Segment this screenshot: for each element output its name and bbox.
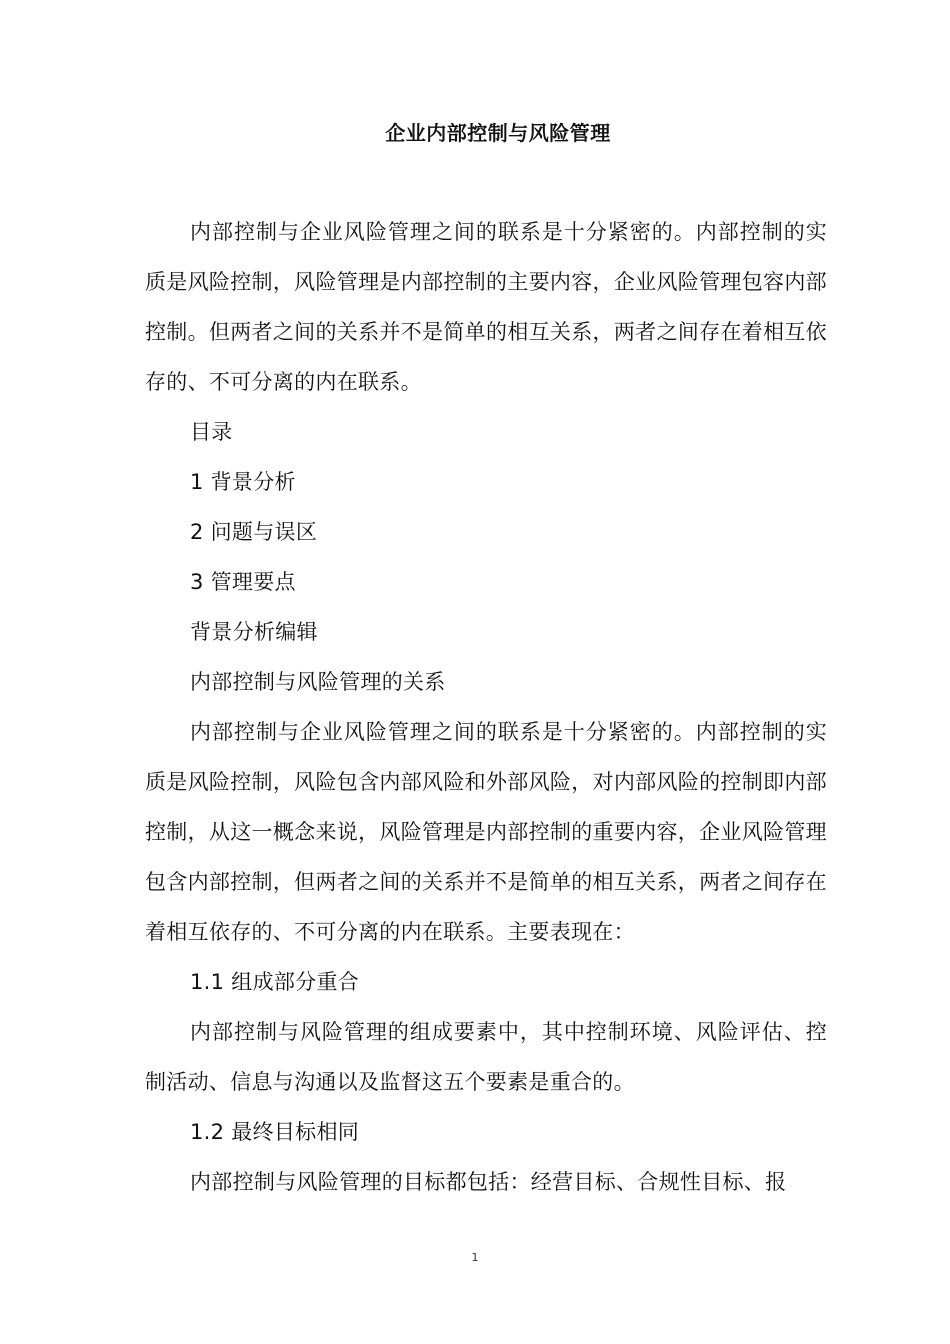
toc-item-3: 3 管理要点 xyxy=(190,570,296,594)
heading-1-2: 1.2 最终目标相同 xyxy=(190,1120,360,1144)
toc-item-1: 1 背景分析 xyxy=(190,470,296,494)
page-number: 1 xyxy=(471,1251,479,1264)
intro-paragraph: 内部控制与企业风险管理之间的联系是十分紧密的。内部控制的实质是风险控制，风险管理是内部控制的主要内容，企业风险管理包容内部控制。但两者之间的关系并不是简单的相互关系，两者之间存在着相互依存的、不可分离的内在联系。 xyxy=(145,220,827,394)
goals-paragraph: 内部控制与风险管理的目标都包括：经营目标、合规性目标、报 xyxy=(190,1170,787,1194)
toc-heading: 目录 xyxy=(190,420,233,444)
toc-item-2: 2 问题与误区 xyxy=(190,520,318,544)
document-title: 企业内部控制与风险管理 xyxy=(385,121,611,145)
heading-1-1: 1.1 组成部分重合 xyxy=(190,970,360,994)
relationship-paragraph: 内部控制与企业风险管理之间的联系是十分紧密的。内部控制的实质是风险控制，风险包含内部风险和外部风险，对内部风险的控制即内部控制，从这一概念来说，风险管理是内部控制的重要内容，企业风险管理包含内部控制，但两者之间的关系并不是简单的相互关系，两者之间存在着相互依存的、不可分离的内在联系。主要表现在： xyxy=(145,720,827,944)
document-body xyxy=(145,207,827,1207)
section-heading-background: 背景分析编辑 xyxy=(190,620,318,644)
components-paragraph: 内部控制与风险管理的组成要素中，其中控制环境、风险评估、控制活动、信息与沟通以及监督这五个要素是重合的。 xyxy=(145,1020,827,1094)
subsection-heading-relationship: 内部控制与风险管理的关系 xyxy=(190,670,446,694)
